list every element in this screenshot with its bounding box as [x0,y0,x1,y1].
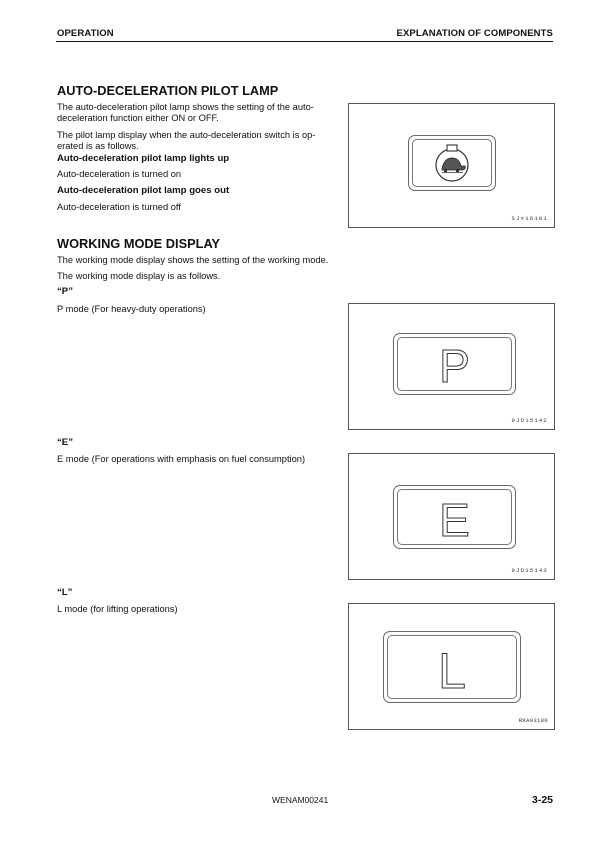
auto-decel-para1-line2: deceleration function either ON or OFF. [57,113,219,123]
svg-text:E: E [439,494,470,546]
p-mode-letter-icon [394,334,515,394]
e-mode-figure [348,453,555,580]
e-mode-letter-icon [394,486,515,548]
auto-decel-figure-code: SJ#16181 [511,215,548,222]
goes-out-heading: Auto-deceleration pilot lamp goes out [57,185,230,196]
p-mode-heading: “P” [57,286,73,297]
e-mode-description: E mode (For operations with emphasis on fuel consumption) [57,454,306,464]
auto-decel-para2-line2: erated is as follows. [57,141,139,151]
lights-up-text: Auto-deceleration is turned on [57,169,182,179]
e-mode-figure-code: 9JD15143 [511,567,548,574]
header-chapter-title: EXPLANATION OF COMPONENTS [396,28,553,39]
p-mode-description: P mode (For heavy-duty operations) [57,304,206,314]
turtle-pilot-lamp-icon [409,136,495,190]
p-mode-display-panel [393,333,516,395]
auto-decel-title: AUTO-DECELERATION PILOT LAMP [57,83,279,98]
e-mode-display-panel [393,485,516,549]
working-mode-title: WORKING MODE DISPLAY [57,236,221,251]
p-mode-figure-code: 9JD15142 [511,417,548,424]
header-section-title: OPERATION [57,28,114,39]
lights-up-heading: Auto-deceleration pilot lamp lights up [57,153,230,164]
l-mode-display-panel [383,631,521,703]
svg-text:P: P [439,340,470,392]
l-mode-description: L mode (for lifting operations) [57,604,178,614]
auto-decel-para2-line1: The pilot lamp display when the auto-deceleration switch is op- [57,130,316,140]
working-mode-para2: The working mode display is as follows. [57,271,221,281]
footer-doc-code: WENAM00241 [272,795,329,805]
l-mode-figure-code: RKA03180 [518,717,548,724]
goes-out-text: Auto-deceleration is turned off [57,202,181,212]
e-mode-heading: “E” [57,437,73,448]
header-rule [56,41,553,42]
p-mode-figure [348,303,555,430]
l-mode-figure [348,603,555,730]
svg-text:L: L [438,643,466,699]
auto-decel-lamp-panel [408,135,496,191]
l-mode-letter-icon [384,632,520,702]
auto-decel-figure [348,103,555,228]
working-mode-para1: The working mode display shows the setting of the working mode. [57,255,329,265]
page-number: 3-25 [531,794,553,806]
auto-decel-para1-line1: The auto-deceleration pilot lamp shows the setting of the auto- [57,102,314,112]
l-mode-heading: “L” [57,587,73,598]
